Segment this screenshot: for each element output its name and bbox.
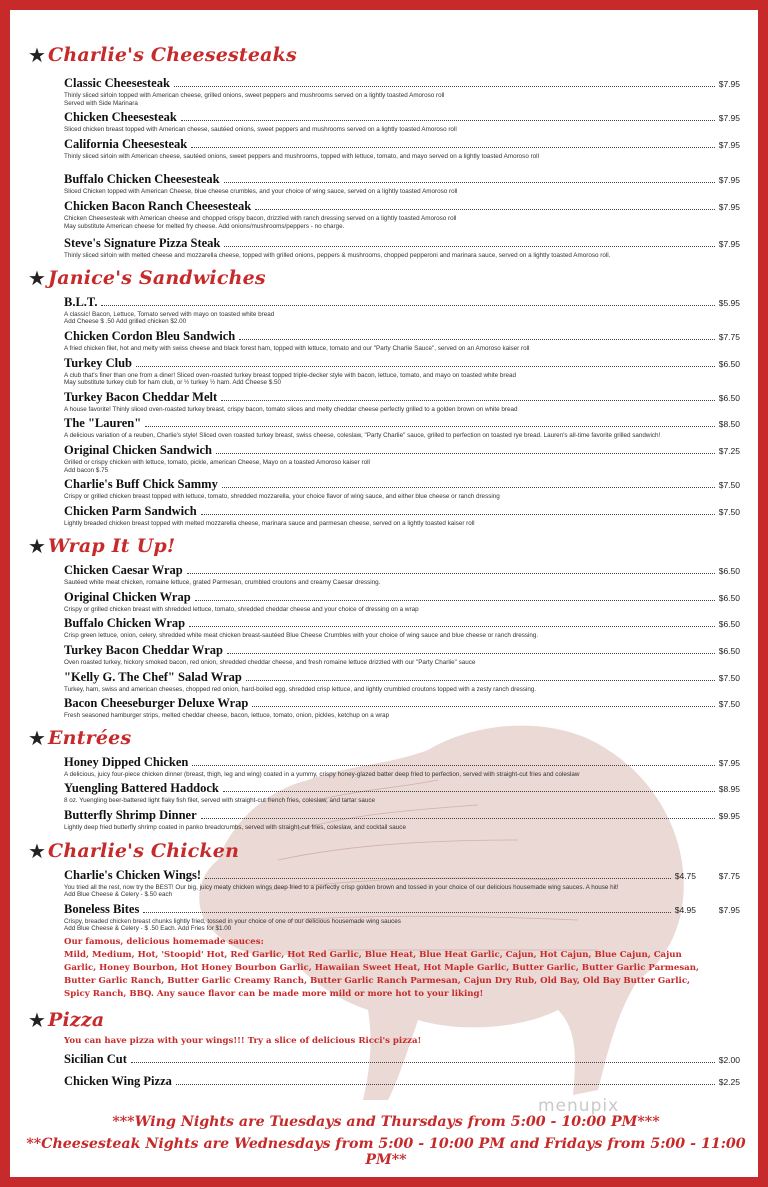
item-description: You tried all the rest, now try the BEST! Our big, juicy meaty chicken wings deep fried to a perfectly crisp golden brown and tossed in your choice of our delicious housemade wing sauces. A house hit!: [64, 883, 619, 891]
item-name: Chicken Wing Pizza: [64, 1074, 172, 1088]
item-description: Grilled or crispy chicken with lettuce, tomato, pickle, american Cheese, Mayo on a toasted Amoroso kaiser roll: [64, 458, 370, 466]
dot-leader: [227, 644, 715, 654]
item-name: "Kelly G. The Chef" Salad Wrap: [64, 669, 242, 684]
section-chicken: [28, 836, 740, 1001]
menu-item: [64, 172, 740, 196]
menu-item: [64, 643, 740, 667]
pizza-note: You can have pizza with your wings!!! Try a slice of delicious Ricci's pizza!: [64, 1036, 422, 1046]
dot-leader: [201, 505, 715, 515]
item-description: A club that's finer than one from a diner! Sliced oven-roasted turkey breast topped triple-decker style with bacon, lettuce, tomato, and mayo on toasted white bread: [64, 371, 517, 379]
item-price: $7.75: [718, 331, 740, 342]
star-icon: ★: [28, 534, 46, 559]
item-description: Crispy or grilled chicken breast with shredded lettuce, tomato, shredded cheddar cheese and your choice of dressing on a wrap: [64, 605, 419, 613]
item-price: $7.95: [718, 113, 740, 124]
menu-item: [64, 199, 740, 230]
item-note: Add Blue Cheese & Celery - $.50 each: [64, 891, 173, 899]
item-price: $7.95: [718, 239, 740, 250]
section-header: [28, 836, 740, 866]
item-price: $6.50: [718, 619, 740, 630]
sauces-list: Mild, Medium, Hot, 'Stoopid' Hot, Red Garlic, Hot Red Garlic, Blue Heat, Blue Heat Garlic, Cajun, Hot Cajun, Blue Cajun, Cajun Garlic, Honey Bourbon, Hot Honey Bourbon Garlic, Hawaiian Sweet Heat, Hot Maple Garlic, Butter Garlic, Butter Garlic Parmesan, Butter Garlic Ranch, Butter Garlic Creamy Ranch, Butter Garlic Ranch Parmesan, Cajun Dry Rub, Old Bay, Old Bay Butter Garlic, Spicy Ranch, BBQ. Any sauce flavor can be made more mild or more hot to your liking!: [64, 950, 699, 999]
section-wraps: [28, 531, 740, 720]
menu-item: [64, 504, 740, 528]
item-description: A house favorite! Thinly sliced oven-roasted turkey breast, crispy bacon, tomato slices and melty cheddar cheese perfectly grilled to a golden brown on white bread: [64, 405, 518, 413]
menu-page: [8, 8, 760, 1179]
item-name: Classic Cheesesteak: [64, 76, 170, 90]
item-price: $8.95: [718, 784, 740, 795]
item-name: Chicken Cordon Bleu Sandwich: [64, 328, 236, 343]
item-name: Turkey Bacon Cheddar Wrap: [64, 643, 223, 658]
item-list: [64, 563, 740, 720]
dot-leader: [223, 782, 715, 792]
item-description: A delicious, juicy four-piece chicken dinner (breast, thigh, leg and wing) coated in a yummy, crispy honey-glazed batter deep fried to perfection, served with straight-cut fries and coleslaw: [64, 770, 580, 778]
item-description: Turkey, ham, swiss and american cheeses, chopped red onion, hard-boiled egg, shredded crisp lettuce, and lightly crumbled croutons topped with a zesty ranch dressing.: [64, 685, 537, 693]
item-description: Chicken Cheesesteak with American cheese and chopped crispy bacon, drizzled with ranch dressing served on a lightly toasted Amoroso roll: [64, 214, 457, 222]
menu-item: [64, 236, 740, 260]
section-title: Pizza: [48, 1009, 105, 1031]
item-price: $6.50: [718, 592, 740, 603]
item-name: Sicilian Cut: [64, 1052, 127, 1066]
item-price-small: $4.75: [674, 870, 696, 881]
star-icon: ★: [28, 838, 46, 863]
item-note: Served with Side Marinara: [64, 99, 138, 107]
star-icon: ★: [28, 43, 46, 67]
item-price: $6.50: [718, 646, 740, 657]
item-description: Sautéed white meat chicken, romaine lettuce, grated Parmesan, crumbled croutons and creamy Caesar dressing.: [64, 579, 381, 587]
star-icon: ★: [28, 725, 46, 750]
section-title: Charlie's Chicken: [48, 839, 240, 862]
menu-item: [64, 390, 740, 414]
menu-item: [64, 356, 740, 387]
item-description: Crispy, breaded chicken breast chunks lightly fried, tossed in your choice of one of our delicious housemade wing sauces: [64, 917, 401, 925]
item-description: Oven roasted turkey, hickory smoked bacon, red onion, shredded cheddar cheese, and fresh romaine lettuce drizzled with our "Party Charlie" sauce: [64, 659, 476, 667]
item-name: Steve's Signature Pizza Steak: [64, 236, 221, 251]
menu-item: [64, 563, 740, 587]
item-price: $2.25: [718, 1077, 740, 1087]
item-name: The "Lauren": [64, 416, 142, 431]
item-price: $7.95: [718, 201, 740, 212]
item-description: A fried chicken filet, hot and melty with swiss cheese and black forest ham, topped with lettuce, tomato and our "Party Charlie Sauce", served on an Amoroso kaiser roll: [64, 344, 530, 352]
dot-leader: [192, 756, 714, 766]
item-description: Sliced Chicken topped with American Cheese, blue cheese crumbles, and your choice of wing sauce, served on a lightly toasted Amoroso roll: [64, 188, 458, 196]
section-header: [28, 1005, 740, 1035]
section-entrees: [28, 723, 740, 832]
menu-item: [64, 416, 740, 440]
menu-item: [64, 902, 740, 933]
item-list: [64, 1035, 740, 1090]
menu-item: [64, 329, 740, 353]
item-price-large: $7.75: [718, 870, 740, 881]
item-name: Original Chicken Sandwich: [64, 442, 212, 457]
item-name: Chicken Parm Sandwich: [64, 503, 197, 518]
menu-item: [64, 781, 740, 805]
menu-item: [64, 137, 740, 161]
item-name: Charlie's Chicken Wings!: [64, 867, 202, 882]
menu-item: [64, 590, 740, 614]
section-sandwiches: [28, 263, 740, 528]
item-note: May substitute American cheese for melted fry cheese. Add onions/mushrooms/peppers - no charge.: [64, 222, 345, 230]
item-list: [64, 76, 740, 260]
item-description: Crispy or grilled chicken breast topped with lettuce, tomato, shredded mozzarella, your choice flavor of wing sauce, and either blue cheese or ranch dressing: [64, 493, 500, 501]
item-name: Chicken Cheesesteak: [64, 110, 177, 125]
item-price: $9.95: [718, 811, 740, 822]
item-price: $8.50: [718, 419, 740, 430]
item-name: Boneless Bites: [64, 901, 140, 916]
dot-leader: [255, 200, 715, 210]
menu-item: [64, 110, 740, 134]
item-name: Charlie's Buff Chick Sammy: [64, 477, 218, 492]
dot-leader: [189, 617, 715, 627]
dot-leader: [222, 478, 715, 488]
menu-item: [64, 443, 740, 474]
item-description: Lightly deep fried butterfly shrimp coated in panko breadcrumbs, served with straight-cut fries, coleslaw, and cocktail sauce: [64, 824, 406, 832]
item-note: Add Blue Cheese & Celery - $ .50 Each. Add Fries for $1.00: [64, 925, 232, 933]
item-description: A delicious variation of a reuben, Charlie's style! Sliced oven roasted turkey breast, swiss cheese, coleslaw, "Party Charlie" sauce, grilled to perfection on toasted rye bread. Lauren's all-time favorite grilled sandwich!: [64, 432, 661, 440]
item-name: Honey Dipped Chicken: [64, 754, 189, 769]
item-price: $7.95: [718, 79, 740, 89]
item-price: $7.50: [718, 506, 740, 517]
item-note: Add bacon $.75: [64, 466, 109, 474]
watermark: menupix: [538, 1096, 620, 1116]
item-price: $6.50: [718, 566, 740, 577]
item-price: $7.50: [718, 672, 740, 683]
dot-leader: [143, 903, 670, 913]
star-icon: ★: [28, 1008, 46, 1032]
dot-leader: [181, 111, 715, 121]
star-icon: ★: [28, 265, 46, 290]
menu-content: [28, 40, 740, 1093]
menu-item: [64, 808, 740, 832]
item-name: Turkey Club: [64, 355, 132, 370]
item-list: [64, 755, 740, 832]
item-price-small: $4.95: [674, 904, 696, 915]
item-name: Chicken Bacon Ranch Cheesesteak: [64, 198, 252, 213]
item-price: $6.50: [718, 358, 740, 369]
item-price: $7.95: [718, 139, 740, 150]
section-title: Janice's Sandwiches: [48, 266, 266, 289]
menu-item: [64, 696, 740, 720]
dot-leader: [201, 809, 715, 819]
item-name: Turkey Bacon Cheddar Melt: [64, 389, 218, 404]
menu-item: [64, 76, 740, 107]
section-cheesesteaks: [28, 40, 740, 260]
section-header: [28, 723, 740, 753]
menu-item: [64, 670, 740, 694]
section-pizza: [28, 1005, 740, 1090]
item-note: Add Cheese $ .50 Add grilled chicken $2.00: [64, 318, 187, 326]
dot-leader: [224, 237, 714, 247]
dot-leader: [221, 391, 715, 401]
item-description: Crisp green lettuce, onion, celery, shredded white meat chicken breast-sautéed Blue Cheese Crumbles with your choice of wing sauce and blue cheese or ranch dressing.: [64, 632, 539, 640]
item-name: California Cheesesteak: [64, 136, 188, 151]
item-price: $7.95: [718, 757, 740, 768]
item-name: Chicken Caesar Wrap: [64, 563, 183, 578]
menu-item: [64, 616, 740, 640]
dot-leader: [246, 671, 715, 681]
item-price-large: $7.95: [718, 904, 740, 915]
item-description: Thinly sliced sirloin topped with American cheese, grilled onions, sweet peppers and mushrooms served on a lightly toasted Amoroso roll: [64, 92, 445, 99]
menu-item: [64, 755, 740, 779]
section-title: Entrées: [48, 726, 132, 749]
item-note: May substitute turkey club for ham club, or ½ turkey ½ ham. Add Cheese $.50: [64, 379, 282, 387]
dot-leader: [145, 417, 715, 427]
menu-item: [64, 1074, 740, 1090]
dot-leader: [216, 444, 715, 454]
item-description: A classic! Bacon, Lettuce, Tomato served with mayo on toasted white bread: [64, 310, 275, 318]
item-description: Sliced chicken breast topped with American cheese, sautéed onions, sweet peppers and mushrooms served on a lightly toasted Amoroso roll: [64, 126, 457, 134]
item-description: Thinly sliced sirloin with American cheese, sautéed onions, sweet peppers and mushrooms, topped with lettuce, tomato, and mayo served on a lightly toasted Amoroso roll: [64, 152, 539, 160]
dot-leader: [205, 869, 671, 879]
menu-item: [64, 295, 740, 326]
item-name: Bacon Cheeseburger Deluxe Wrap: [64, 696, 249, 711]
menu-item: [64, 868, 740, 899]
item-list: [64, 868, 740, 1001]
dot-leader: [131, 1053, 715, 1063]
dot-leader: [176, 1075, 715, 1085]
item-description: Fresh seasoned hamburger strips, melted cheddar cheese, bacon, lettuce, tomato, onion, pickles, ketchup on a wrap: [64, 712, 390, 720]
dot-leader: [224, 173, 715, 183]
item-price: $7.50: [718, 699, 740, 710]
dot-leader: [101, 296, 714, 306]
item-price: $2.00: [718, 1055, 740, 1065]
dot-leader: [191, 138, 714, 148]
item-name: Yuengling Battered Haddock: [64, 781, 219, 796]
item-price: $7.95: [718, 175, 740, 186]
item-description: Lightly breaded chicken breast topped with melted mozzarella cheese, marinara sauce and parmesan cheese, served on a lightly toasted kaiser roll: [64, 519, 475, 527]
item-name: B.L.T.: [64, 294, 98, 309]
dot-leader: [252, 697, 714, 707]
dot-leader: [195, 591, 715, 601]
item-price: $5.95: [718, 297, 740, 308]
menu-item: [64, 1052, 740, 1068]
item-price: $6.50: [718, 392, 740, 403]
section-title: Wrap It Up!: [48, 535, 176, 558]
dot-leader: [174, 77, 715, 87]
item-name: Buffalo Chicken Wrap: [64, 616, 186, 631]
item-price: $7.50: [718, 480, 740, 491]
item-name: Butterfly Shrimp Dinner: [64, 808, 197, 823]
item-name: Original Chicken Wrap: [64, 589, 191, 604]
item-list: [64, 295, 740, 528]
item-name: Buffalo Chicken Cheesesteak: [64, 172, 220, 187]
footer-wing-nights: ***Wing Nights are Tuesdays and Thursdays from 5:00 - 10:00 PM***: [112, 1114, 660, 1130]
menu-item: [64, 477, 740, 501]
dot-leader: [136, 357, 715, 367]
dot-leader: [187, 564, 715, 574]
dot-leader: [239, 330, 714, 340]
section-title: Charlie's Cheesesteaks: [48, 44, 297, 66]
section-header: [28, 531, 740, 561]
item-description: Thinly sliced sirloin with melted cheese and mozzarella cheese, topped with grilled onions, peppers & mushrooms, chopped pepperoni and marinara sauce, served on a lightly toasted Amoroso roll.: [64, 252, 611, 260]
item-price: $7.25: [718, 445, 740, 456]
section-header: [28, 263, 740, 293]
sauces-heading: Our famous, delicious homemade sauces:: [64, 937, 264, 947]
section-header: [28, 40, 740, 70]
item-description: 8 oz. Yuengling beer-battered light flaky fish filet, served with straight-cut french fries, coleslaw, and tartar sauce: [64, 797, 376, 805]
footer-cheesesteak-nights: **Cheesesteak Nights are Wednesdays from 5:00 - 10:00 PM and Fridays from 5:00 - 11:00 PM**: [26, 1136, 746, 1168]
